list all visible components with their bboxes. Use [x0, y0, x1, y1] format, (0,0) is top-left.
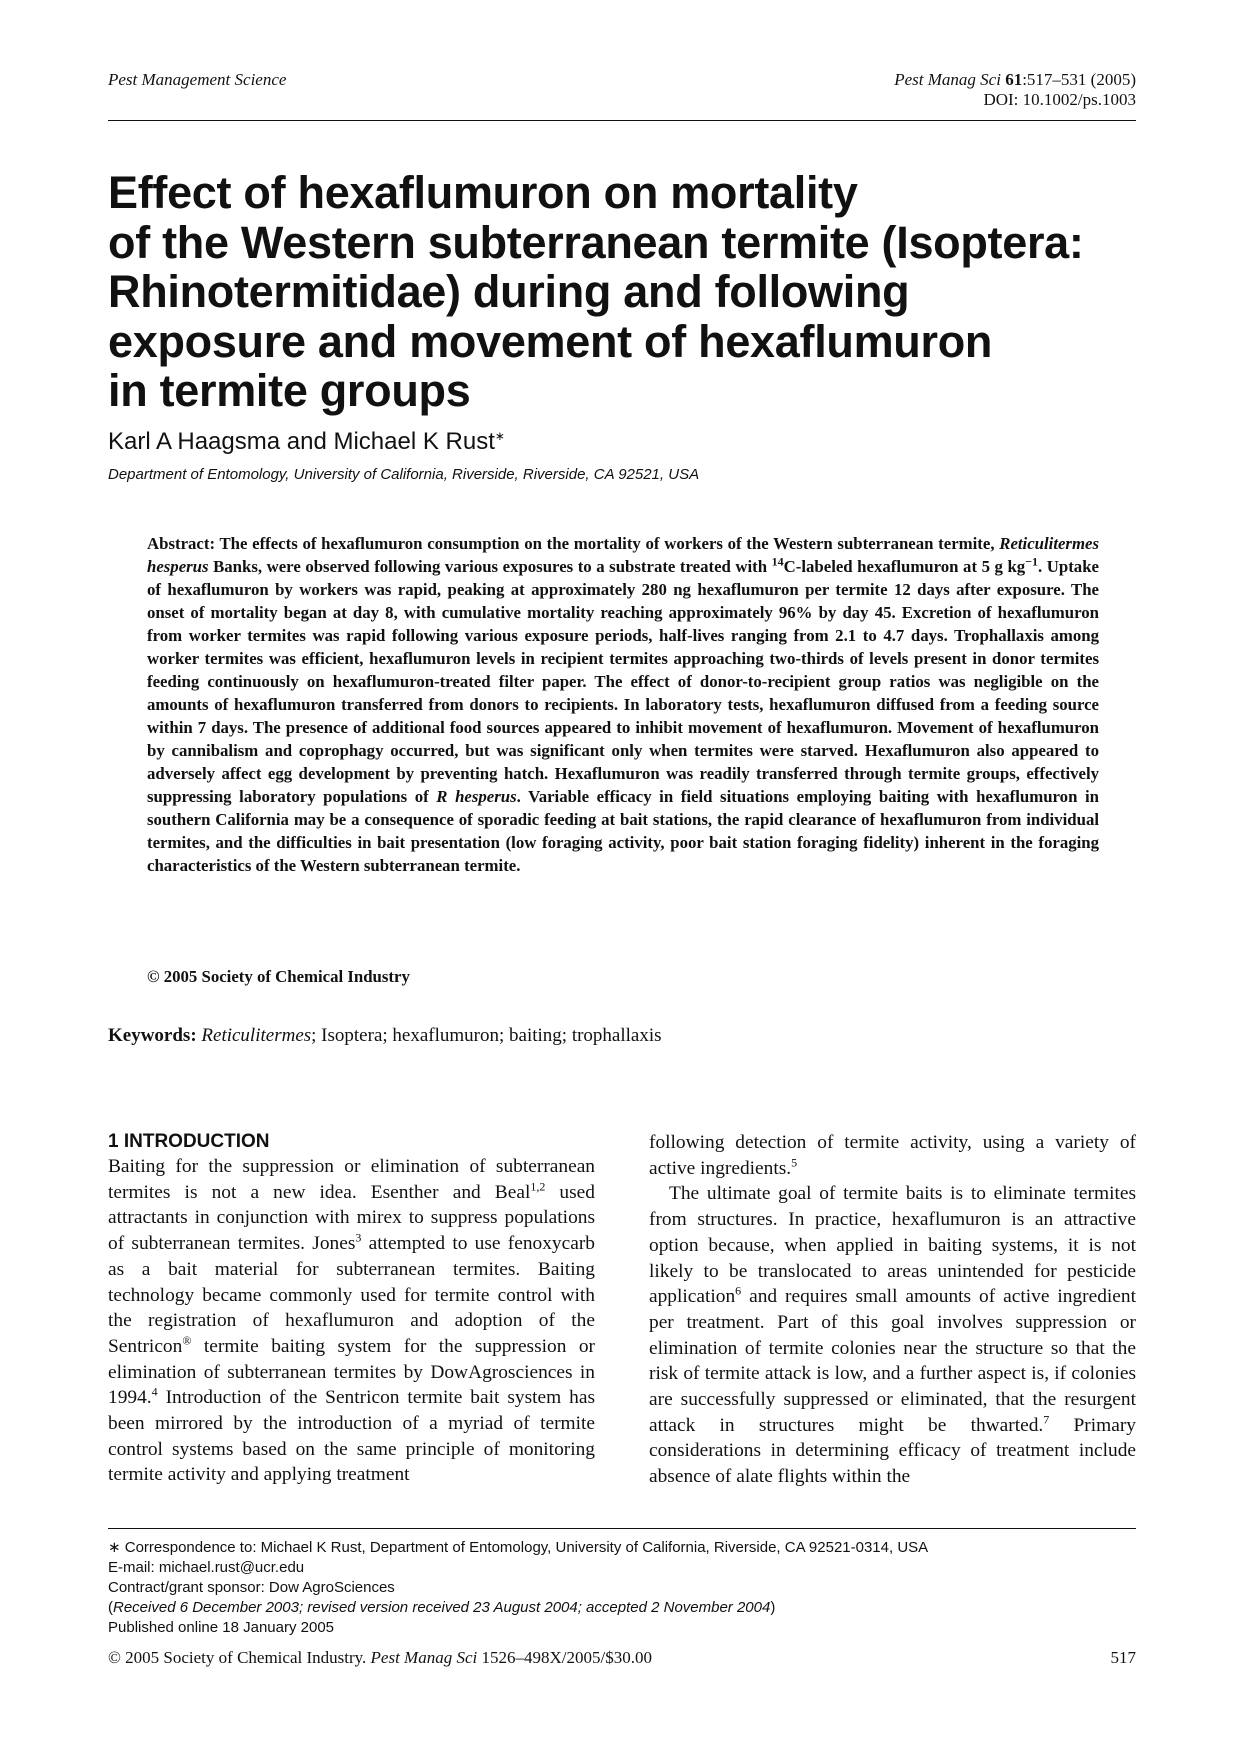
affiliation: Department of Entomology, University of California, Riverside, Riverside, CA 92521, USA	[108, 466, 700, 483]
paragraph	[649, 1130, 1136, 1181]
text-run: The ultimate goal of termite baits is to eliminate termites from structures. In practice, hexaflumuron is an attractive option because, when applied in baiting systems, it is not likely to be translocated to areas unintended for pesticide application	[649, 1183, 1136, 1308]
species-name-short: R hesperus	[436, 787, 517, 806]
journal-name: Pest Management Science	[108, 70, 287, 89]
text-run: Introduction of the Sentricon termite bait system has been mirrored by the introduction of a myriad of termite control systems based on the same principle of monitoring termite activity and applying treatment	[108, 1387, 595, 1486]
authors	[108, 428, 505, 456]
keyword-italic: Reticulitermes	[201, 1025, 312, 1046]
text-run: and requires small amounts of active ingredient per treatment. Part of this goal involves suppression or elimination of termite colonies near the structure so that the risk of termite attack is low, and a further aspect is, if colonies are successfully suppressed or eliminated, that the resurgent attack in structures might be thwarted.	[649, 1286, 1136, 1436]
doi[interactable]: DOI: 10.1002/ps.1003	[983, 90, 1136, 109]
citation	[894, 70, 1136, 110]
citation-ref[interactable]: 4	[151, 1384, 158, 1399]
article-title	[108, 168, 1138, 416]
title-line: in termite groups	[108, 365, 471, 416]
text-run: termite baiting system for the suppression or elimination of subterranean termites by DowAgrosciences in 1994.	[108, 1335, 595, 1409]
footer-issn: 1526–498X/2005/$30.00	[481, 1648, 652, 1667]
title-line: of the Western subterranean termite (Isoptera:	[108, 216, 1084, 268]
paragraph	[108, 1154, 595, 1488]
keywords	[108, 1025, 662, 1047]
page-number: 517	[1110, 1648, 1136, 1667]
citation-ref[interactable]: 7	[1043, 1412, 1050, 1427]
abstract-label: Abstract:	[147, 534, 216, 553]
citation-journal: Pest Manag Sci	[894, 70, 1001, 89]
body-column-left	[108, 1130, 595, 1488]
footer-journal: Pest Manag Sci	[370, 1648, 478, 1667]
text-run: attempted to use fenoxycarb as a bait material for subterranean termites. Baiting technology became commonly used for termite control with the registration of hexaflumuron and adoption of the Sentricon	[108, 1233, 595, 1357]
abstract-copyright: © 2005 Society of Chemical Industry	[147, 967, 410, 986]
received-text: Received 6 December 2003; revised version received 23 August 2004; accepted 2 November 2004	[113, 1599, 771, 1616]
keywords-list: ; Isoptera; hexaflumuron; baiting; trophallaxis	[311, 1025, 662, 1046]
author-names: Karl A Haagsma and Michael K Rust	[108, 428, 495, 455]
abstract-text: C-labeled hexaflumuron at 5 g kg	[783, 557, 1026, 576]
text-run: Baiting for the suppression or elimination of subterranean termites is not a new idea. Esenther and Beal	[108, 1156, 595, 1203]
title-line: exposure and movement of hexaflumuron	[108, 315, 993, 367]
text-run: following detection of termite activity, using a variety of active ingredients.	[649, 1132, 1136, 1179]
citation-pages: :517–531 (2005)	[1022, 70, 1136, 89]
abstract	[147, 532, 1099, 877]
citation-ref[interactable]: 5	[791, 1155, 798, 1170]
text-run: Primary considerations in determining efficacy of treatment include absence of alate flights within the	[649, 1414, 1136, 1488]
keywords-label: Keywords:	[108, 1025, 197, 1046]
footer-copyright: © 2005 Society of Chemical Industry.	[108, 1648, 367, 1667]
registered-mark: ®	[182, 1333, 192, 1348]
page-footer	[108, 1648, 1136, 1668]
footnote-rule	[108, 1528, 1136, 1529]
sponsor-note: Contract/grant sponsor: Dow AgroSciences	[108, 1579, 395, 1596]
paren: (	[108, 1599, 113, 1616]
published-note: Published online 18 January 2005	[108, 1619, 335, 1636]
species-name: Reticulitermes hesperus	[147, 534, 1099, 576]
isotope-mass: 14	[771, 554, 784, 569]
body-column-right	[649, 1130, 1136, 1490]
received-dates	[108, 1598, 1136, 1618]
corresponding-mark: ∗	[494, 429, 505, 443]
email-link[interactable]: E-mail: michael.rust@ucr.edu	[108, 1559, 305, 1576]
citation-ref[interactable]: 6	[735, 1283, 742, 1298]
title-line: Effect of hexaflumuron on mortality	[108, 167, 858, 218]
paren: )	[770, 1599, 776, 1616]
unit-exponent: −1	[1025, 554, 1039, 569]
abstract-text: . Uptake of hexaflumuron by workers was rapid, peaking at approximately 280 ng hexaflumuron per termite 12 days after exposure. The onset of mortality began at day 8, with cumulative mortality reaching approximately 96% by day 45. Excretion of hexaflumuron from worker termites was rapid following various exposure periods, half-lives ranging from 2.1 to 4.7 days. Trophallaxis among worker termites was efficient, hexaflumuron levels in recipient termites approaching two-thirds of levels present in donor termites feeding continuously on hexaflumuron-treated filter paper. The effect of donor-to-recipient group ratios was negligible on the amounts of hexaflumuron transferred from donors to recipients. In laboratory tests, hexaflumuron diffused from a feeding source within 7 days. The presence of additional food sources appeared to inhibit movement of hexaflumuron. Movement of hexaflumuron by cannibalism and coprophagy occurred, but was significant only when termites were starved. Hexaflumuron also appeared to adversely affect egg development by preventing hatch. Hexaflumuron was readily transferred through termite groups, effectively suppressing laboratory populations of	[147, 557, 1099, 806]
citation-volume: 61	[1005, 70, 1023, 89]
citation-ref[interactable]: 1,2	[530, 1179, 546, 1194]
running-header	[108, 70, 1136, 122]
title-line: Rhinotermitidae) during and following	[108, 266, 910, 317]
text-run: used attractants in conjunction with mirex to suppress populations of subterranean termites. Jones	[108, 1181, 595, 1255]
citation-ref[interactable]: 3	[355, 1230, 362, 1245]
citation-line	[894, 70, 1136, 90]
section-heading: 1 INTRODUCTION	[108, 1131, 270, 1152]
correspondence-note: ∗ Correspondence to: Michael K Rust, Department of Entomology, University of California, Riverside, CA 92521-0314, USA	[108, 1539, 929, 1556]
paragraph	[649, 1181, 1136, 1489]
footnotes	[108, 1538, 1136, 1638]
abstract-text: . Variable efficacy in field situations employing baiting with hexaflumuron in southern California may be a consequence of sporadic feeding at bait stations, the rapid clearance of hexaflumuron from individual termites, and the difficulties in bait presentation (low foraging activity, poor bait station foraging fidelity) inherent in the foraging characteristics of the Western subterranean termite.	[147, 787, 1099, 875]
abstract-text: The effects of hexaflumuron consumption on the mortality of workers of the Western subterranean termite,	[219, 534, 995, 553]
abstract-text: Banks, were observed following various exposures to a substrate treated with	[213, 557, 768, 576]
header-rule	[108, 120, 1136, 121]
